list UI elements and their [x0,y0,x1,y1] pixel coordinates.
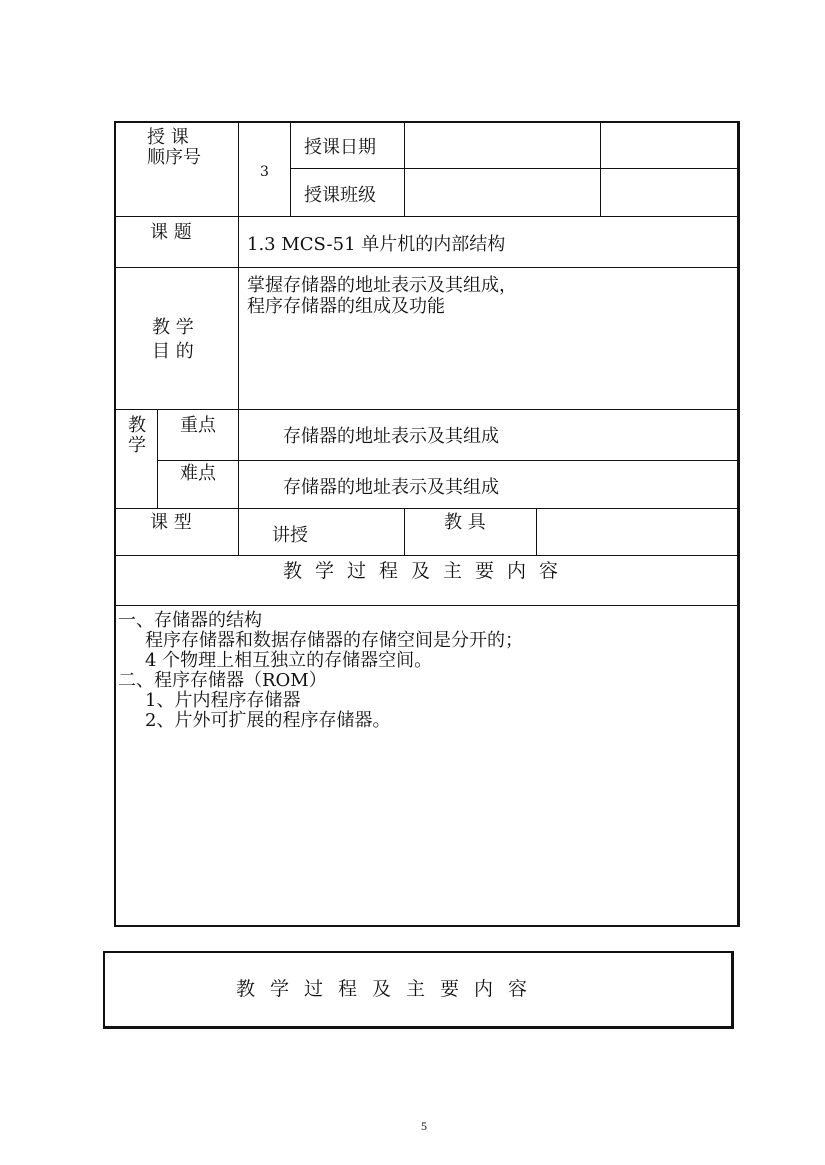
table-border-right [737,121,740,927]
process-header: 教学过程及主要内容 [283,560,572,582]
page-number: 5 [421,1119,427,1133]
zhongdian-label: 重点 [180,415,216,436]
content-line: 二、程序存储器（ROM） [118,670,327,691]
divider [114,605,740,606]
content-line: 4 个物理上相互独立的存储器空间。 [145,650,433,671]
nandian-value: 存储器的地址表示及其组成 [283,477,499,498]
divider [114,508,740,509]
divider [404,121,405,217]
keti-value: 1.3 MCS-51 单片机的内部结构 [247,234,506,255]
divider [238,121,239,217]
mudi-label-line2: 目 的 [152,341,194,362]
divider [157,460,740,461]
divider [536,508,537,556]
divider [238,216,239,268]
content-line: 2、片外可扩展的程序存储器。 [145,710,391,731]
divider [114,216,740,217]
divider [238,409,239,509]
zhongdian-value: 存储器的地址表示及其组成 [283,426,499,447]
process-header-box-title: 教学过程及主要内容 [236,978,543,1000]
table-border-top [114,121,740,123]
mudi-label-line1: 教 学 [152,317,194,338]
content-line: 一、存储器的结构 [118,610,262,631]
keti-label: 课 题 [150,222,192,243]
divider [114,555,740,556]
mudi-text-line1: 掌握存储器的地址表示及其组成， [247,275,517,296]
divider [114,267,740,268]
divider [600,121,601,217]
mudi-text-line2: 程序存储器的组成及功能 [247,296,445,317]
divider [238,267,239,410]
divider [290,121,291,217]
divider [290,168,739,169]
divider [114,409,740,410]
process-content [118,611,523,731]
nandian-label: 难点 [180,463,216,484]
jiaoxue-label-line2: 学 [128,435,146,456]
divider [238,508,239,556]
divider [157,409,158,509]
content-line: 程序存储器和数据存储器的存储空间是分开的； [145,630,523,651]
table-border-bottom [114,925,740,927]
date-label: 授课日期 [304,137,376,158]
divider [404,508,405,556]
kexing-label: 课 型 [150,512,192,533]
jiaoju-label: 教 具 [444,512,486,533]
jiaoxue-label-line1: 教 [128,415,146,436]
shunxu-value: 3 [260,164,269,180]
shouke-label-line2: 顺序号 [147,147,201,168]
table-border-left [114,121,116,927]
content-line: 1、片内程序存储器 [145,690,301,711]
kexing-value: 讲授 [272,525,308,546]
class-label: 授课班级 [304,185,376,206]
shouke-label-line1: 授 课 [147,127,189,148]
